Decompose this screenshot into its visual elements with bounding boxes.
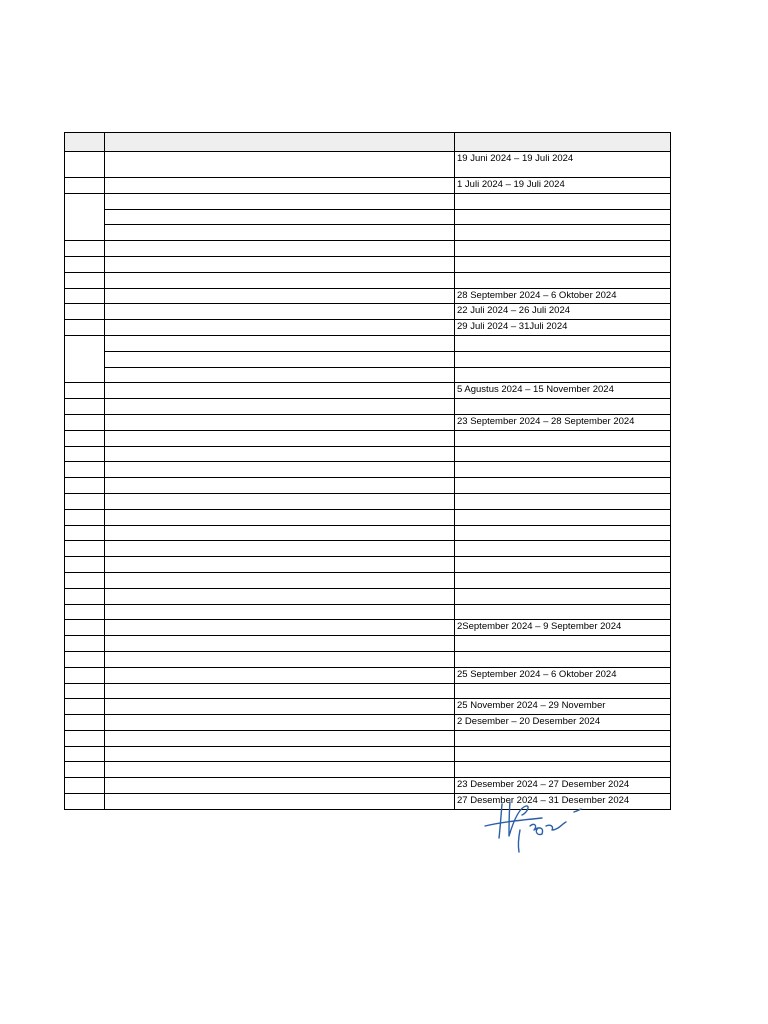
time-cell: [455, 209, 671, 225]
table-row: [65, 304, 671, 320]
activity-cell: [105, 588, 455, 604]
time-cell: 23 Desember 2024 – 27 Desember 2024: [455, 778, 671, 794]
table-row: [65, 209, 671, 225]
table-row: [65, 193, 671, 209]
row-number-cell: [65, 430, 105, 446]
table-row: [65, 636, 671, 652]
activity-cell: [105, 557, 455, 573]
time-cell: [455, 557, 671, 573]
time-cell: 25 November 2024 – 29 November: [455, 699, 671, 715]
activity-cell: [105, 699, 455, 715]
activity-cell: [105, 414, 455, 430]
time-cell: 23 September 2024 – 28 September 2024: [455, 414, 671, 430]
row-number-cell: [65, 794, 105, 810]
header-cell-number: [65, 133, 105, 152]
time-cell: [455, 525, 671, 541]
table-row: [65, 730, 671, 746]
activity-cell: [105, 572, 455, 588]
row-number-cell: [65, 178, 105, 194]
activity-cell: [105, 446, 455, 462]
table-row: [65, 152, 671, 178]
table-row: [65, 256, 671, 272]
table-row: [65, 367, 671, 383]
time-cell: [455, 193, 671, 209]
table-row: [65, 272, 671, 288]
time-cell: [455, 683, 671, 699]
activity-cell: [105, 367, 455, 383]
time-cell: 29 Juli 2024 – 31Juli 2024: [455, 320, 671, 336]
activity-cell: [105, 335, 455, 351]
row-number-cell: [65, 604, 105, 620]
row-number-cell: [65, 152, 105, 178]
table-row: [65, 241, 671, 257]
activity-cell: [105, 288, 455, 304]
row-number-cell: [65, 746, 105, 762]
row-number-cell: [65, 730, 105, 746]
activity-cell: [105, 778, 455, 794]
activity-cell: [105, 478, 455, 494]
table-row: [65, 778, 671, 794]
time-cell: [455, 509, 671, 525]
row-number-cell: [65, 478, 105, 494]
activity-cell: [105, 241, 455, 257]
row-number-cell: [65, 620, 105, 636]
table-row: [65, 320, 671, 336]
time-cell: [455, 746, 671, 762]
table-row: [65, 572, 671, 588]
row-number-cell: [65, 256, 105, 272]
table-row: [65, 509, 671, 525]
table-row: [65, 620, 671, 636]
activity-cell: [105, 209, 455, 225]
activity-cell: [105, 493, 455, 509]
table-row: [65, 446, 671, 462]
activity-cell: [105, 320, 455, 336]
time-cell: [455, 430, 671, 446]
table-row: [65, 430, 671, 446]
table-row: [65, 604, 671, 620]
table-row: [65, 557, 671, 573]
activity-cell: [105, 525, 455, 541]
time-cell: [455, 604, 671, 620]
time-cell: [455, 446, 671, 462]
row-number-cell: [65, 762, 105, 778]
table-row: [65, 667, 671, 683]
time-cell: [455, 462, 671, 478]
row-number-cell: [65, 541, 105, 557]
table-row: [65, 699, 671, 715]
time-cell: [455, 493, 671, 509]
schedule-table: [64, 132, 671, 810]
activity-cell: [105, 651, 455, 667]
time-cell: 27 Desember 2024 – 31 Desember 2024: [455, 794, 671, 810]
activity-cell: [105, 462, 455, 478]
activity-cell: [105, 304, 455, 320]
row-number-cell: [65, 715, 105, 731]
time-cell: [455, 399, 671, 415]
activity-cell: [105, 667, 455, 683]
table-row: [65, 762, 671, 778]
table-header-row: [65, 133, 671, 152]
table-row: [65, 462, 671, 478]
table-row: [65, 225, 671, 241]
time-cell: [455, 367, 671, 383]
header-cell-time: [455, 133, 671, 152]
table-row: [65, 178, 671, 194]
activity-cell: [105, 541, 455, 557]
activity-cell: [105, 794, 455, 810]
row-number-cell: [65, 588, 105, 604]
table-row: [65, 414, 671, 430]
row-number-cell: [65, 193, 105, 240]
time-cell: [455, 335, 671, 351]
activity-cell: [105, 351, 455, 367]
time-cell: [455, 351, 671, 367]
table-row: [65, 478, 671, 494]
time-cell: 25 September 2024 – 6 Oktober 2024: [455, 667, 671, 683]
row-number-cell: [65, 446, 105, 462]
row-number-cell: [65, 683, 105, 699]
time-cell: [455, 241, 671, 257]
activity-cell: [105, 152, 455, 178]
activity-cell: [105, 178, 455, 194]
time-cell: 22 Juli 2024 – 26 Juli 2024: [455, 304, 671, 320]
row-number-cell: [65, 335, 105, 382]
row-number-cell: [65, 493, 105, 509]
activity-cell: [105, 383, 455, 399]
activity-cell: [105, 715, 455, 731]
time-cell: [455, 225, 671, 241]
table-row: [65, 399, 671, 415]
activity-cell: [105, 256, 455, 272]
time-cell: [455, 588, 671, 604]
time-cell: [455, 541, 671, 557]
table-row: [65, 288, 671, 304]
time-cell: [455, 256, 671, 272]
table-row: [65, 588, 671, 604]
table-row: [65, 351, 671, 367]
activity-cell: [105, 762, 455, 778]
table-row: [65, 715, 671, 731]
signature-icon: [482, 796, 586, 856]
activity-cell: [105, 430, 455, 446]
time-cell: 2September 2024 – 9 September 2024: [455, 620, 671, 636]
time-cell: [455, 651, 671, 667]
time-cell: [455, 272, 671, 288]
row-number-cell: [65, 288, 105, 304]
time-cell: [455, 636, 671, 652]
activity-cell: [105, 399, 455, 415]
activity-cell: [105, 272, 455, 288]
time-cell: [455, 762, 671, 778]
schedule-body: [65, 152, 671, 810]
table-row: [65, 541, 671, 557]
table-row: [65, 525, 671, 541]
activity-cell: [105, 509, 455, 525]
row-number-cell: [65, 572, 105, 588]
row-number-cell: [65, 525, 105, 541]
activity-cell: [105, 636, 455, 652]
activity-cell: [105, 225, 455, 241]
time-cell: [455, 572, 671, 588]
row-number-cell: [65, 651, 105, 667]
time-cell: [455, 478, 671, 494]
row-number-cell: [65, 667, 105, 683]
time-cell: 2 Desember – 20 Desember 2024: [455, 715, 671, 731]
row-number-cell: [65, 509, 105, 525]
activity-cell: [105, 746, 455, 762]
row-number-cell: [65, 636, 105, 652]
activity-cell: [105, 620, 455, 636]
row-number-cell: [65, 557, 105, 573]
row-number-cell: [65, 241, 105, 257]
activity-cell: [105, 730, 455, 746]
row-number-cell: [65, 778, 105, 794]
table-row: [65, 383, 671, 399]
row-number-cell: [65, 383, 105, 399]
time-cell: [455, 730, 671, 746]
time-cell: 28 September 2024 – 6 Oktober 2024: [455, 288, 671, 304]
header-cell-activity: [105, 133, 455, 152]
row-number-cell: [65, 462, 105, 478]
row-number-cell: [65, 399, 105, 415]
table-row: [65, 746, 671, 762]
row-number-cell: [65, 320, 105, 336]
row-number-cell: [65, 699, 105, 715]
activity-cell: [105, 193, 455, 209]
activity-cell: [105, 683, 455, 699]
row-number-cell: [65, 272, 105, 288]
time-cell: 5 Agustus 2024 – 15 November 2024: [455, 383, 671, 399]
table-row: [65, 335, 671, 351]
table-row: [65, 683, 671, 699]
activity-cell: [105, 604, 455, 620]
time-cell: 1 Juli 2024 – 19 Juli 2024: [455, 178, 671, 194]
table-row: [65, 493, 671, 509]
table-row: [65, 651, 671, 667]
row-number-cell: [65, 304, 105, 320]
row-number-cell: [65, 414, 105, 430]
time-cell: 19 Juni 2024 – 19 Juli 2024: [455, 152, 671, 178]
